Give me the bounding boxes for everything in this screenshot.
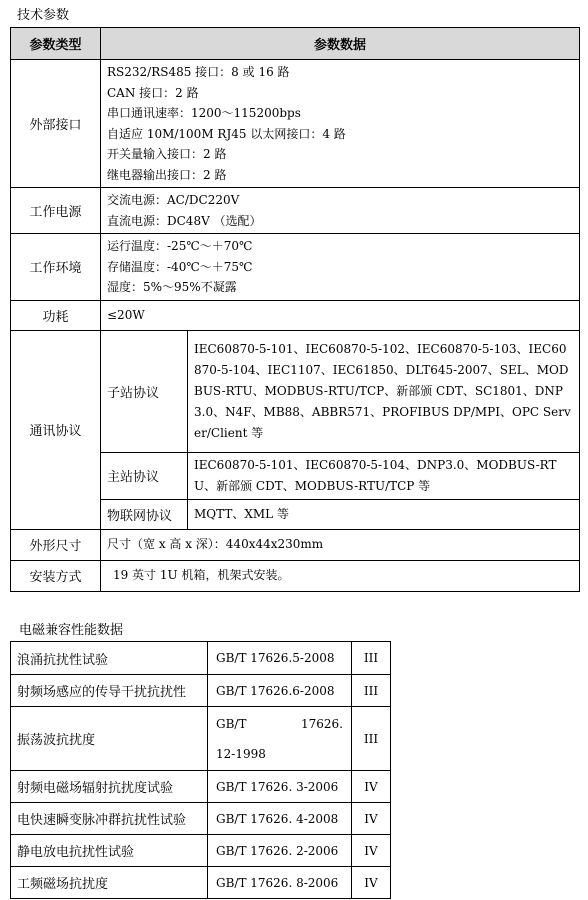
master-protocol-label: 主站协议 xyxy=(101,452,188,499)
emc-standard: GB/T 17626.5-2008 xyxy=(208,642,352,675)
emc-section-title: 电磁兼容性能数据 xyxy=(19,623,124,638)
emc-standard-part: 17626. xyxy=(301,716,343,731)
interface-line: RS232/RS485 接口：8 或 16 路 xyxy=(107,65,290,79)
interface-line: 串口通讯速率：1200～115200bps xyxy=(107,106,301,120)
emc-standard: GB/T 17626. 2-2006 xyxy=(208,835,352,867)
emc-row xyxy=(11,675,391,707)
emc-standard: GB/T 17626.6-2008 xyxy=(208,675,352,707)
master-protocol-value: IEC60870-5-101、IEC60870-5-104、DNP3.0、MODBUS-RTU、新部颁 CDT、MODBUS-RTU/TCP 等 xyxy=(188,452,580,499)
row-power xyxy=(11,188,580,234)
emc-row xyxy=(11,642,391,675)
emc-level: III xyxy=(352,642,391,675)
emc-test-name: 振荡波抗扰度 xyxy=(11,707,208,771)
iot-protocol-label: 物联网协议 xyxy=(101,499,188,529)
row-consumption xyxy=(11,300,580,330)
emc-test-name: 静电放电抗扰性试验 xyxy=(11,835,208,867)
interface-line: CAN 接口：2 路 xyxy=(107,85,199,100)
row-external-interface xyxy=(11,60,580,188)
row-substation-protocol xyxy=(11,330,580,452)
external-interface-values xyxy=(101,60,580,188)
emc-row xyxy=(11,835,391,867)
power-line: 交流电源：AC/DC220V xyxy=(107,193,240,207)
emc-standard: GB/T 17626. 3-2006 xyxy=(208,771,352,803)
emc-table xyxy=(10,641,391,899)
emc-level: IV xyxy=(352,867,391,899)
substation-protocol-label: 子站协议 xyxy=(101,330,188,452)
spec-section-title: 技术参数 xyxy=(17,8,70,23)
communication-label: 通讯协议 xyxy=(11,330,101,529)
emc-level: III xyxy=(352,675,391,707)
emc-test-name: 工频磁场抗扰度 xyxy=(11,867,208,899)
iot-protocol-value: MQTT、XML 等 xyxy=(188,499,580,529)
external-interface-label: 外部接口 xyxy=(11,60,101,188)
environment-values xyxy=(101,234,580,301)
emc-level: III xyxy=(352,707,391,771)
environment-line: 存储温度：-40℃～＋75℃ xyxy=(107,259,253,274)
emc-standard-line: 12-1998 xyxy=(216,746,266,761)
emc-standard-line xyxy=(216,717,343,731)
header-param-type: 参数类型 xyxy=(11,28,101,60)
emc-row xyxy=(11,803,391,835)
spec-table xyxy=(10,27,580,592)
emc-standard-part: GB/T xyxy=(216,716,247,731)
emc-level: IV xyxy=(352,803,391,835)
power-label: 工作电源 xyxy=(11,188,101,234)
consumption-value: ≤20W xyxy=(101,300,580,330)
installation-label: 安装方式 xyxy=(11,560,101,591)
environment-label: 工作环境 xyxy=(11,234,101,301)
emc-test-name: 电快速瞬变脉冲群抗扰性试验 xyxy=(11,803,208,835)
emc-test-name: 射频电磁场辐射抗扰度试验 xyxy=(11,771,208,803)
emc-row xyxy=(11,771,391,803)
emc-standard: GB/T 17626. 8-2006 xyxy=(208,867,352,899)
emc-standard xyxy=(208,707,352,771)
power-values xyxy=(101,188,580,234)
emc-test-name: 浪涌抗扰性试验 xyxy=(11,642,208,675)
dimensions-value: 尺寸（宽 x 高 x 深）：440x44x230mm xyxy=(101,529,580,560)
dimensions-label: 外形尺寸 xyxy=(11,529,101,560)
emc-row xyxy=(11,707,391,771)
emc-level: IV xyxy=(352,771,391,803)
substation-protocol-value: IEC60870-5-101、IEC60870-5-102、IEC60870-5-103、IEC60870-5-104、IEC1107、IEC61850、DLT645-2007、SEL、MODBUS-RTU、MODBUS-RTU/TCP、新部颁 CDT、SC1801、DNP3.0、N4F、MB88、ABBR571、PROFIBUS DP/MPI、OPC Server/Client 等 xyxy=(188,330,580,452)
environment-line: 湿度：5%～95%不凝露 xyxy=(107,280,237,294)
installation-value: 19 英寸 1U 机箱，机架式安装。 xyxy=(101,560,580,591)
emc-row xyxy=(11,867,391,899)
emc-standard: GB/T 17626. 4-2008 xyxy=(208,803,352,835)
interface-line: 开关量输入接口：2 路 xyxy=(107,147,227,161)
emc-test-name: 射频场感应的传导干扰抗扰性 xyxy=(11,675,208,707)
row-dimensions xyxy=(11,529,580,560)
environment-line: 运行温度：-25℃～＋70℃ xyxy=(107,239,253,253)
consumption-label: 功耗 xyxy=(11,300,101,330)
emc-level: IV xyxy=(352,835,391,867)
row-installation xyxy=(11,560,580,591)
spec-header-row xyxy=(11,28,580,60)
row-environment xyxy=(11,234,580,301)
power-line: 直流电源：DC48V （选配） xyxy=(107,213,262,228)
header-param-data: 参数数据 xyxy=(101,28,580,60)
interface-line: 继电器输出接口：2 路 xyxy=(107,167,227,182)
interface-line: 自适应 10M/100M RJ45 以太网接口：4 路 xyxy=(107,126,346,141)
